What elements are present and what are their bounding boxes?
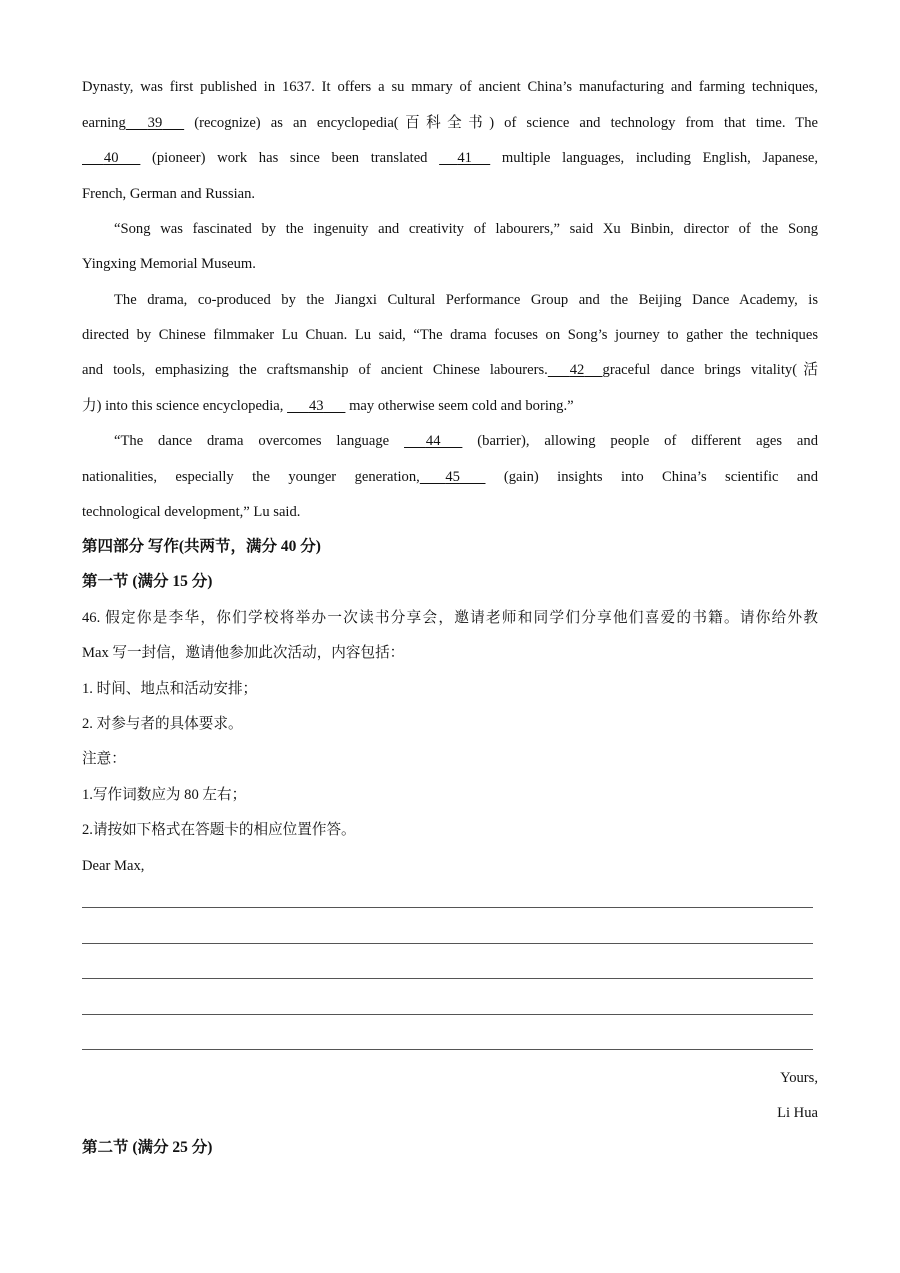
passage-text: multiple languages, including English, Japanese, (490, 150, 818, 166)
blank-43[interactable] (287, 396, 345, 416)
passage-text: technological development,” Lu said. (82, 504, 301, 520)
blank-number: 42 (569, 362, 585, 378)
passage-line (82, 148, 818, 168)
passage-text: earning (82, 115, 126, 131)
passage-text: The drama, co-produced by the Jiangxi Cultural Performance Group and the Beijing Dance Academy, is (114, 292, 818, 308)
blank-44[interactable] (404, 431, 462, 451)
passage-line (82, 360, 818, 380)
letter-closing: Yours, (780, 1070, 818, 1086)
writing-line[interactable] (82, 1049, 813, 1050)
passage-line (82, 396, 818, 416)
passage-text: Dynasty, was first published in 1637. It offers a su mmary of ancient China’s manufacturing and farming techniques, (82, 79, 818, 95)
passage-text: and tools, emphasizing the craftsmanship of ancient Chinese labourers. (82, 362, 548, 378)
section-1-title: 第一节 (满分 15 分) (82, 573, 213, 590)
requirement-item-2: 2. 对参与者的具体要求。 (82, 716, 243, 732)
note-item-1: 1.写作词数应为 80 左右； (82, 787, 247, 803)
passage-text: Yingxing Memorial Museum. (82, 256, 256, 272)
passage-text: may otherwise seem cold and boring.” (345, 398, 574, 414)
writing-line[interactable] (82, 907, 813, 908)
passage-text: French, German and Russian. (82, 186, 256, 202)
requirement-item-1: 1. 时间、地点和活动安排； (82, 681, 258, 697)
passage-line (82, 467, 818, 487)
letter-signature: Li Hua (777, 1105, 818, 1121)
blank-number: 40 (103, 150, 119, 166)
question-46-line-2: Max 写一封信，邀请他参加此次活动，内容包括： (82, 645, 405, 661)
passage-line (82, 113, 818, 133)
blank-number: 39 (147, 115, 163, 131)
question-46-line-1: 46. 假定你是李华，你们学校将举办一次读书分享会，邀请老师和同学们分享他们喜爱的书籍。请你给外教 (82, 610, 818, 626)
passage-line (82, 254, 818, 274)
passage-line (82, 325, 818, 345)
note-label: 注意： (82, 751, 126, 767)
passage-text: (recognize) as an encyclopedia(百科全书) of science and technology from that time. The (184, 115, 818, 131)
passage-text: 力) into this science encyclopedia, (82, 398, 288, 414)
blank-39[interactable] (126, 113, 184, 133)
passage-text: “Song was fascinated by the ingenuity and creativity of labourers,” said Xu Binbin, director of the Song (114, 221, 818, 237)
blank-number: 45 (445, 469, 460, 485)
passage-line (82, 502, 818, 522)
blank-number: 43 (308, 398, 324, 414)
passage-line (82, 290, 818, 310)
blank-40[interactable] (82, 148, 140, 168)
section-2-title: 第二节 (满分 25 分) (82, 1139, 213, 1156)
passage-text: nationalities, especially the younger generation, (82, 469, 420, 485)
passage-text: (barrier), allowing people of different ages and (462, 433, 818, 449)
passage-line (82, 184, 818, 204)
blank-41[interactable] (439, 148, 490, 168)
letter-salutation: Dear Max, (82, 858, 145, 874)
passage-text: graceful dance brings vitality(活 (602, 362, 819, 378)
passage-line (82, 431, 818, 451)
passage-line (82, 219, 818, 239)
writing-line[interactable] (82, 978, 813, 979)
passage-text: directed by Chinese filmmaker Lu Chuan. Lu said, “The drama focuses on Song’s journey to gather the techniques (82, 327, 818, 343)
writing-line[interactable] (82, 943, 813, 944)
blank-number: 41 (457, 150, 472, 166)
blank-45[interactable] (420, 467, 486, 487)
part-title: 第四部分 写作(共两节，满分 40 分) (82, 538, 321, 555)
passage-line (82, 77, 818, 97)
note-item-2: 2.请按如下格式在答题卡的相应位置作答。 (82, 822, 356, 838)
passage-text: (gain) insights into China’s scientific and (485, 469, 818, 485)
passage-text: (pioneer) work has since been translated (140, 150, 440, 166)
blank-number: 44 (425, 433, 441, 449)
writing-line[interactable] (82, 1014, 813, 1015)
blank-42[interactable] (548, 360, 603, 380)
passage-text: “The dance drama overcomes language (114, 433, 405, 449)
